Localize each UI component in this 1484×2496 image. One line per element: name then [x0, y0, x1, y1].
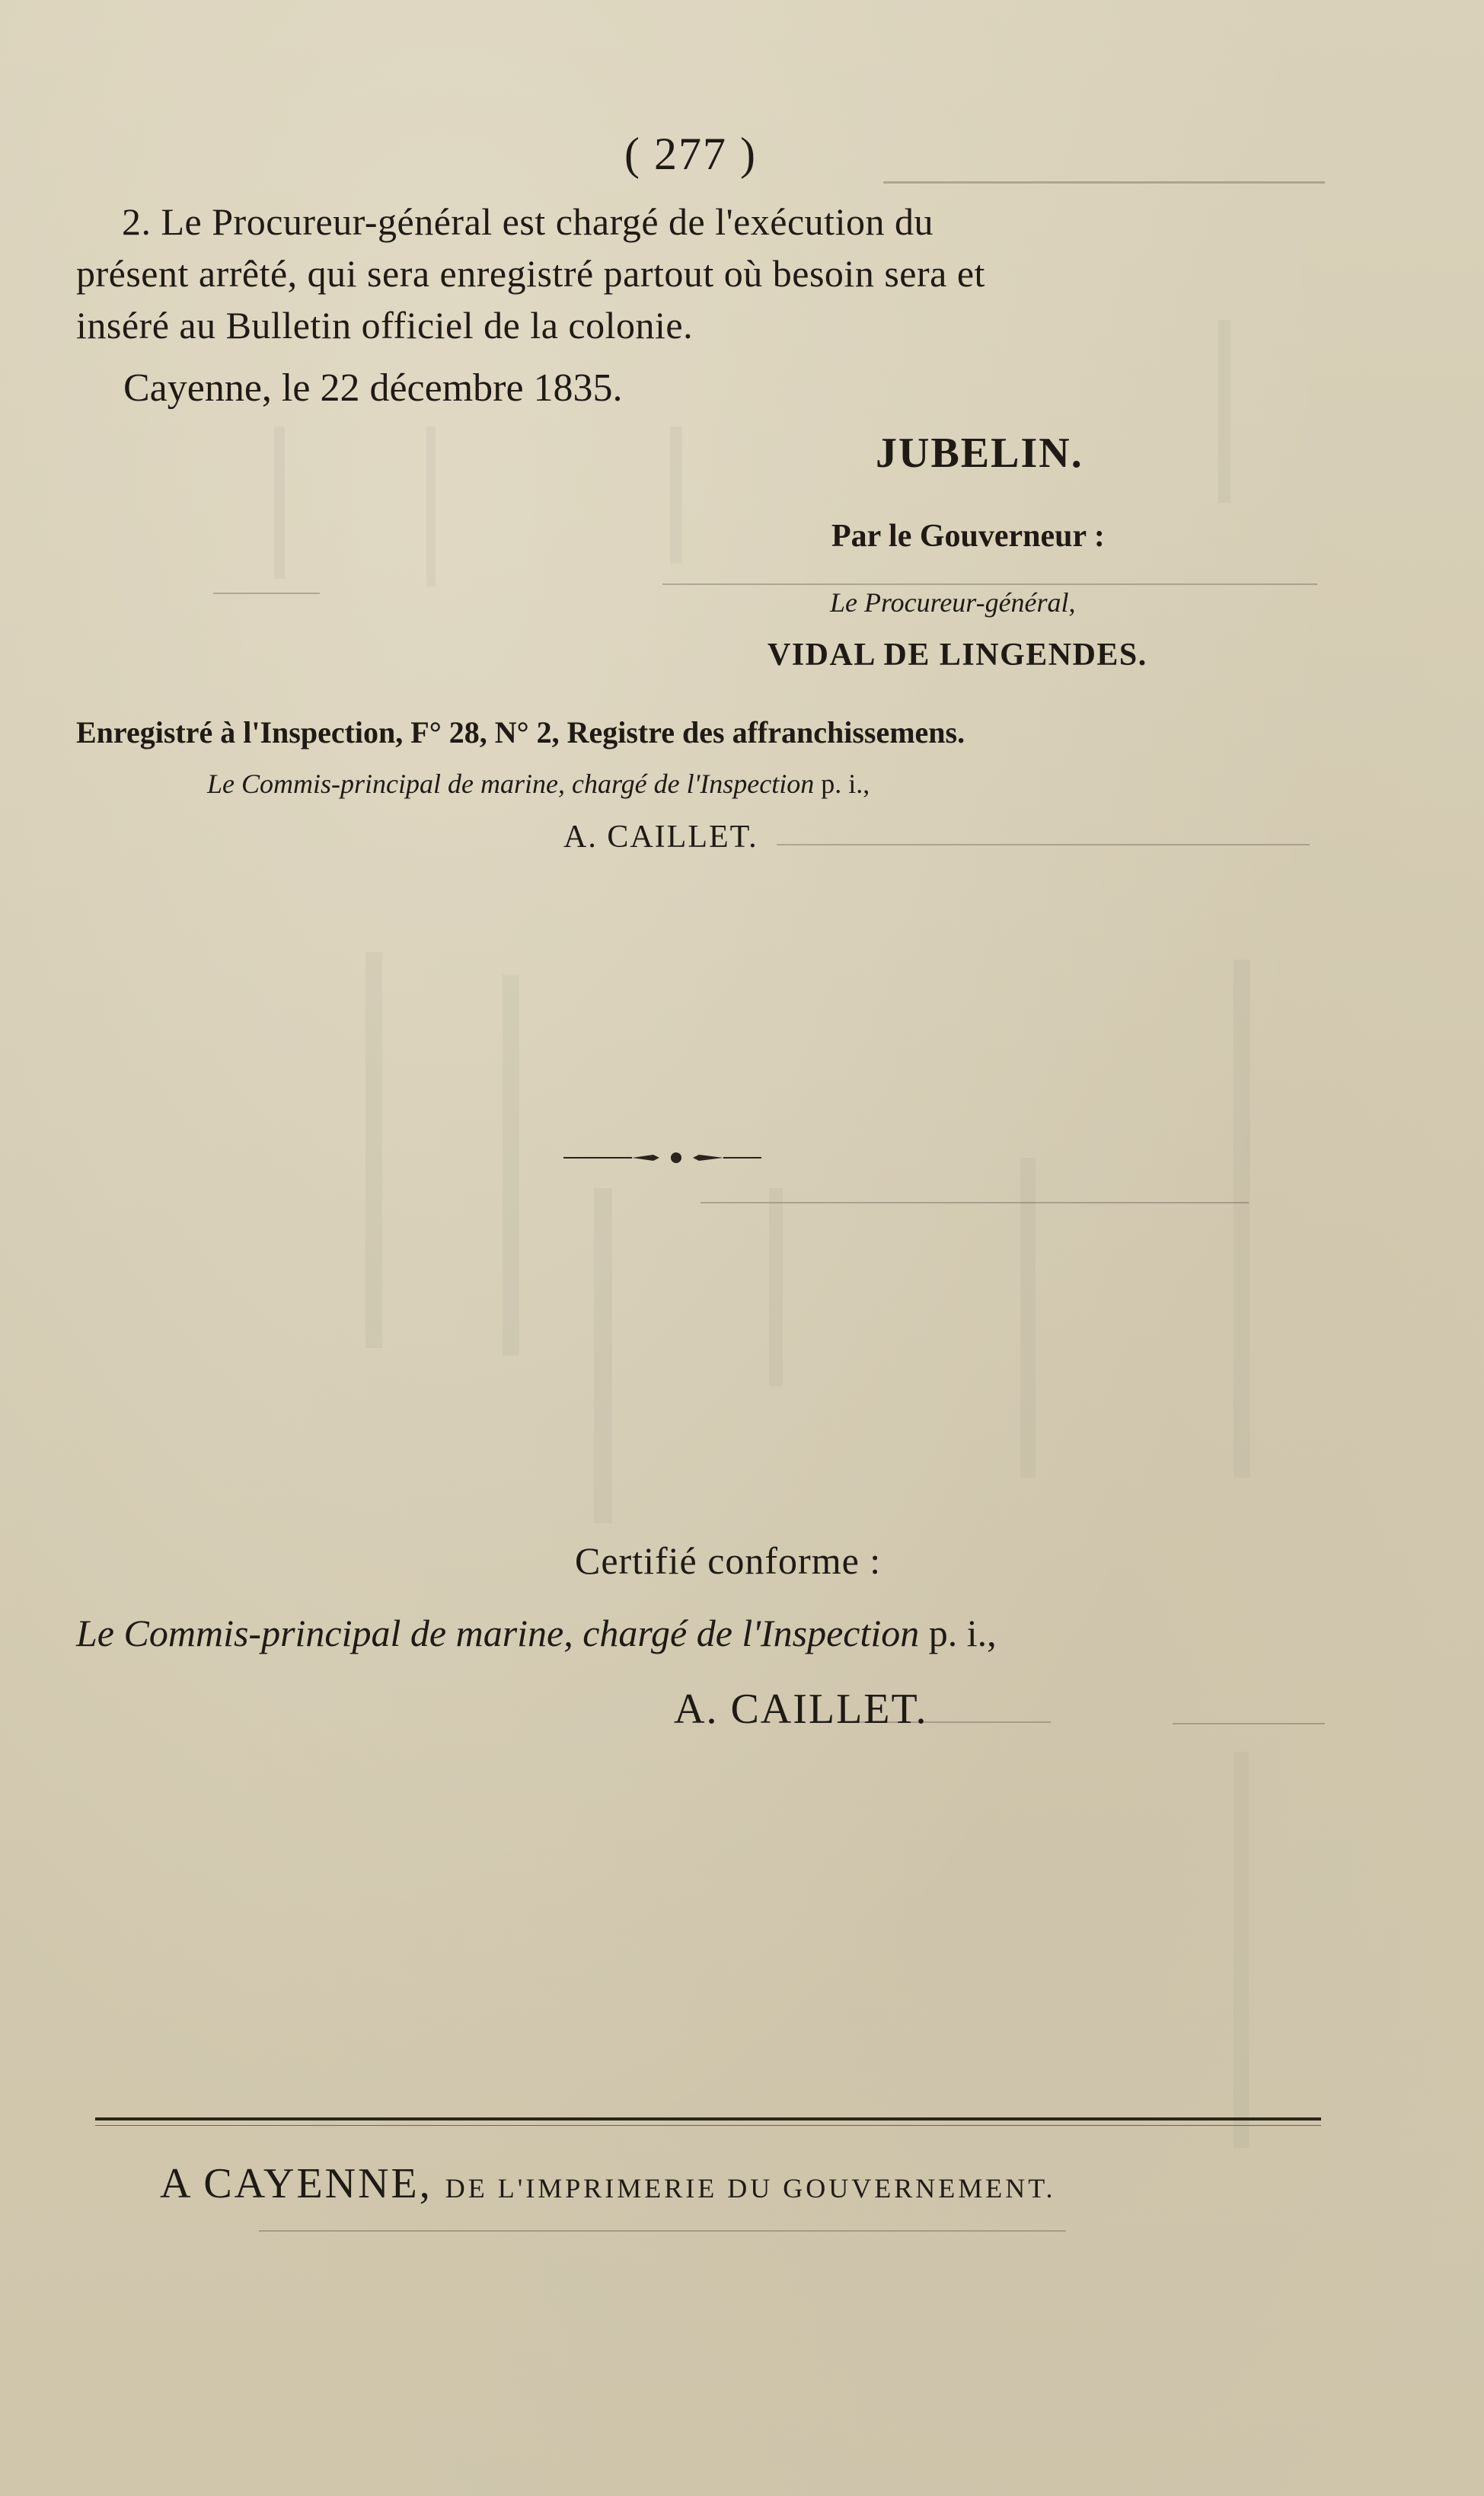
governor-signature: JUBELIN. — [876, 430, 1083, 477]
imprint-place: A CAYENNE, — [160, 2160, 432, 2207]
page-number: ( 277 ) — [624, 129, 757, 179]
bleed-through-mark — [769, 1188, 783, 1386]
bleed-through-mark — [503, 975, 519, 1356]
article-text-line: 2. Le Procureur-général est chargé de l'exécution du — [122, 200, 933, 243]
bleed-through-mark — [274, 427, 285, 579]
registration-official-name: A. CAILLET. — [563, 820, 758, 855]
certification-official-title — [76, 1611, 997, 1655]
procureur-name: VIDAL DE LINGENDES. — [768, 638, 1147, 673]
bleed-through-mark — [1020, 1158, 1036, 1478]
ornament-divider — [563, 1146, 761, 1169]
imprint-line — [160, 2159, 1056, 2208]
date-line: Cayenne, le 22 décembre 1835. — [123, 366, 623, 410]
faint-rule — [662, 583, 1317, 585]
certification-official-name: A. CAILLET. — [674, 1686, 928, 1733]
bleed-through-mark — [670, 427, 682, 564]
bleed-through-mark — [1233, 960, 1250, 1478]
imprint-rule — [95, 2117, 1321, 2120]
official-title-text: Le Commis-principal de marine, chargé de l'Inspection — [207, 769, 815, 799]
bleed-through-mark — [426, 427, 436, 586]
faint-rule — [777, 844, 1310, 845]
bleed-through-mark — [365, 952, 382, 1348]
certification-heading: Certifié conforme : — [575, 1539, 882, 1582]
bleed-through-mark — [1233, 1752, 1249, 2148]
registration-official-title — [207, 768, 870, 800]
faint-rule — [701, 1202, 1249, 1203]
imprint-printer: DE L'IMPRIMERIE DU GOUVERNEMENT. — [445, 2173, 1056, 2204]
faint-rule — [259, 2230, 1066, 2232]
faint-rule — [883, 181, 1325, 184]
bleed-through-mark — [1218, 320, 1230, 503]
bleed-through-mark — [594, 1188, 612, 1523]
official-title-suffix: p. i., — [928, 1612, 997, 1654]
registration-note: Enregistré à l'Inspection, F° 28, N° 2, Registre des affranchissemens. — [76, 715, 965, 749]
procureur-title: Le Procureur-général, — [830, 587, 1076, 618]
article-text-line: inséré au Bulletin officiel de la colonie. — [76, 304, 694, 347]
official-title-suffix: p. i., — [821, 769, 870, 799]
official-title-text: Le Commis-principal de marine, chargé de l'Inspection — [76, 1612, 920, 1654]
faint-rule — [213, 593, 320, 594]
by-order-line: Par le Gouverneur : — [831, 519, 1105, 554]
imprint-rule-thin — [95, 2125, 1321, 2126]
article-text-line: présent arrêté, qui sera enregistré partout où besoin sera et — [76, 252, 985, 295]
faint-rule — [1173, 1723, 1325, 1724]
